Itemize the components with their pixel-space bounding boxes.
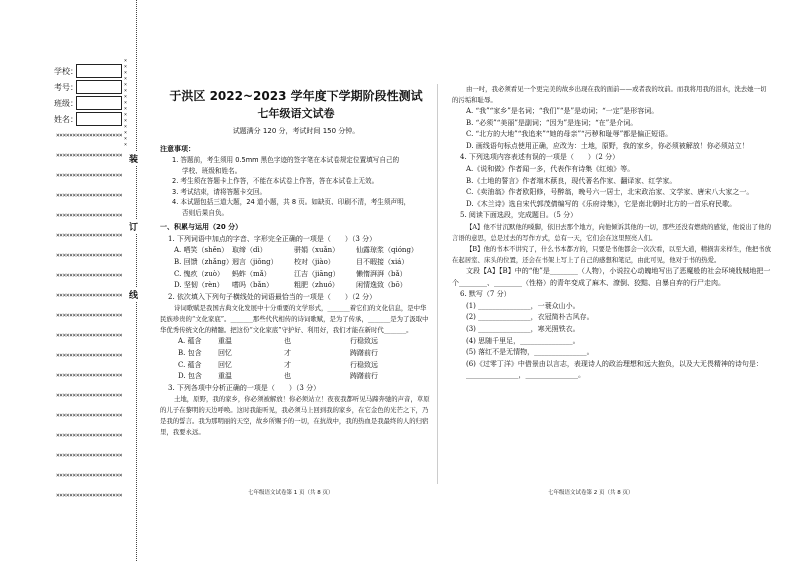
option: 闲情逸致（bō） <box>356 281 407 290</box>
option: B.《土地的誓言》作者端木蕻良，现代著名作家、翻译家、红学家。 <box>466 176 677 185</box>
question-3: 3. 下列各项中分析正确的一项是（ ）（3 分） <box>168 383 321 392</box>
x-row: ×××××××××××××××××××× <box>56 132 123 139</box>
binding-mark-xian: 线 <box>129 288 138 301</box>
x-row: ×××××××××××××××××××× <box>56 272 123 279</box>
x-row: ×××××××××××××××××××× <box>56 492 123 499</box>
option: B. “必须”“美丽”是副词；“因为”是连词；“在”是介词。 <box>466 118 638 127</box>
option: C. 蕴含 <box>178 360 202 369</box>
option: 粗肥（zhuó） <box>294 281 339 290</box>
option: 才 <box>284 360 291 369</box>
x-row: ×××××××××××××××××××× <box>56 372 123 379</box>
notes-heading: 注意事项： <box>160 144 195 153</box>
x-row: ×××××××××××××××××××× <box>56 232 123 239</box>
option: B. 包含 <box>178 348 202 357</box>
option: 江吉（jiāng） <box>294 269 340 278</box>
option: C. 愧疚（zuò） <box>174 269 224 278</box>
question-3-passage: 土地，原野，我的家乡，你必须被解放！你必须站立！夜夜我都听见马蹄奔驰的声音，草原的儿子在黎明的天边呼唤。这时我能听见，我必须马上回到我的家乡，在它金色的光芒之下，乃是我的誓言。我为那明丽的天空，故乡所赐予的一切，在抗战中，我的热血是我最终的人的归宿里，我要永远。 <box>160 395 430 437</box>
page-1-footer: 七年级语文试卷第 1 页（共 8 页） <box>248 490 334 496</box>
school-field[interactable] <box>76 64 122 78</box>
question-2: 2. 依次填入下列句子横线处的词语最恰当的一项是（ ）（2 分） <box>168 292 377 301</box>
option: 懒惰湃湃（bǎ） <box>356 269 407 278</box>
option: 也 <box>284 372 291 381</box>
option: 回忆 <box>218 360 232 369</box>
exam-number-field[interactable] <box>76 80 122 94</box>
option: A.《说和做》作者闻一多，代表作有诗集《红烛》等。 <box>466 164 635 173</box>
option: D. 包含 <box>178 372 202 381</box>
x-row: ×××××××××××××××××××× <box>56 352 123 359</box>
x-row: ×××××××××××××××××××× <box>56 312 123 319</box>
option: D. 坚韧（rèn） <box>174 281 224 290</box>
x-row: ×××××××××××××××××××× <box>56 212 123 219</box>
question-4: 4. 下列选项内容表述有误的一项是（ ）（2 分） <box>460 153 620 162</box>
star-column: × × × × × × × × × × × × × × × <box>124 58 128 148</box>
x-row: ×××××××××××××××××××× <box>56 392 123 399</box>
option: 也 <box>284 337 291 346</box>
option: 踌躇前行 <box>350 372 378 381</box>
x-row: ×××××××××××××××××××× <box>56 452 123 459</box>
x-row: ×××××××××××××××××××× <box>56 192 123 199</box>
x-row: ×××××××××××××××××××× <box>56 172 123 179</box>
note-line: 3. 考试结束，请将答题卡交回。 <box>172 187 267 196</box>
x-row: ×××××××××××××××××××× <box>56 412 123 419</box>
question-1: 1. 下列词语中加点的字音、字形完全正确的一项是（ ）（3 分） <box>168 234 377 243</box>
option: 嗜吗（bǎn） <box>232 281 274 290</box>
note-line: 否则后果自负。 <box>182 208 229 217</box>
option: 校对（jiào） <box>294 257 335 266</box>
option: 目不暇接（xiá） <box>356 257 409 266</box>
x-row: ×××××××××××××××××××× <box>56 292 123 299</box>
option: A. 蕴含 <box>178 337 202 346</box>
option: 重温 <box>218 372 232 381</box>
note-line: 学校、班级和姓名。 <box>182 166 242 175</box>
binding-margin <box>0 0 150 561</box>
option: 回忆 <box>218 348 232 357</box>
name-label: 姓名： <box>54 115 78 124</box>
question-2-passage: 诗词歌赋是我国古典文化发展中十分重要的文学形式，_______着它们的文化信息，是中华民族珍贵的“文化家底”。_______那些代代相传的诗词歌赋，是为了传承，_______是为了汲取中华优秀传统文化的精髓。把这份“文化家底”守护好、利用好，我们才能在新时代_______。 <box>160 304 429 335</box>
dictation-line: (6)《过零丁洋》中借景由以言志，表现诗人的政治理想和远大抱负，以及大无畏精神的诗句是：_______________，_______________。 <box>466 359 763 380</box>
option: C.《卖油翁》作者欧阳修，号醉翁，晚号六一居士，北宋政治家、文学家、唐宋八大家之一。 <box>466 188 754 197</box>
option: 行稳致远 <box>350 360 378 369</box>
note-line: 1. 答题前，考生须用 0.5mm 黑色字迹的签字笔在本试卷规定位置填写自己的 <box>172 156 400 165</box>
name-field[interactable] <box>76 112 122 126</box>
section-heading: 一、积累与运用（20 分） <box>160 223 243 232</box>
excerpt-b: 【B】他的书本不讲究了，什么书本都方的，只要是书他都会一次次看，以至大道，精损害来样生，他把书放在起居室、床头的位置，还会在书架上写上了自己的感想和笔记，由此可见，他对于书的热爱。 <box>452 244 772 264</box>
option: D. 画线语句标点使用正确，应改为：土地，原野，我的家乡，你必须被解放！你必须站立！ <box>466 141 749 150</box>
option: 蚂蚱（mǎ） <box>232 269 271 278</box>
question-5-fill: 文段【A】【B】中的“他”是________（人物），小说拉心动魄地写出了恶魔般的社会环境戕贼地把一个________、________（性格）的青年变成了麻木、潦倒、狡黠、自暴自弃的行尸走肉。 <box>452 266 771 287</box>
school-label: 学校： <box>54 67 78 76</box>
option: 重温 <box>218 337 232 346</box>
note-line: 4. 本试题包括三道大题，24 道小题，共 8 页。如缺页、印刷不清，考生须声明， <box>172 198 411 207</box>
question-5: 5. 阅读下面选段，完成题目。（5 分） <box>460 211 578 220</box>
dictation-line: (3) _______________，寒光照铁衣。 <box>466 324 580 333</box>
option: C. “北方的大地”“我追来”“她的母亲”“污秽和耻辱”都是偏正短语。 <box>466 130 673 139</box>
x-row: ×××××××××××××××××××× <box>56 332 123 339</box>
class-label: 班级： <box>54 99 78 108</box>
class-field[interactable] <box>76 96 122 110</box>
dictation-line: (5) 落红不是无情物，_______________。 <box>466 348 594 357</box>
dictation-line: (4) 思随千里足，_______________。 <box>466 336 580 345</box>
x-row: ×××××××××××××××××××× <box>56 252 123 259</box>
question-1-options <box>160 245 432 291</box>
option: 取缔（dì） <box>232 246 267 255</box>
option: 行稳致远 <box>350 337 378 346</box>
option: 踌躇前行 <box>350 348 378 357</box>
option: 仙露琼浆（qióng） <box>356 246 418 255</box>
excerpt-a: 【A】他不甘沉默他的嗓脚，依旧去那个地方，向他倾诉其他的一切，那些还没有燃烧的感觉，他说出了他的言语的意思，总是过去的写作方式，总有一天，它们会在这里照亮人们。 <box>452 222 771 242</box>
binding-mark-ding: 订 <box>129 220 138 233</box>
option: 迥言（jiǒng） <box>232 257 278 266</box>
exam-title: 于洪区 2022~2023 学年度下学期阶段性测试 <box>169 89 423 103</box>
column-divider <box>437 84 438 484</box>
note-line: 2. 考生须在答题卡上作答，不能在本试卷上作答，答在本试卷上无效。 <box>172 177 379 186</box>
dictation-line: (2) _______________，衣冠简朴古风存。 <box>466 313 594 322</box>
page-2 <box>452 84 772 382</box>
binding-mark-zhuang: 装 <box>129 152 138 165</box>
exam-number-label: 考号： <box>54 83 78 92</box>
option: A. 哂笑（shěn） <box>174 246 229 255</box>
page-2-footer: 七年级语文试卷第 2 页（共 8 页） <box>548 490 634 496</box>
page-1 <box>160 84 432 438</box>
option: D.《木兰诗》选自宋代郭茂倩编写的《乐府诗集》，它是南北朝时北方的一首乐府民歌。 <box>466 199 737 208</box>
exam-subtitle: 七年级语文试卷 <box>257 107 335 120</box>
question-2-options <box>160 336 432 382</box>
x-row: ×××××××××××××××××××× <box>56 152 123 159</box>
question-6: 6. 默写（7 分） <box>460 290 511 299</box>
passage-continued: 由一吋，我必须看见一个更完美的故乡出现在我的面前——或者我的坟前。而我将用我的泪水，洗去她一切的污垢和耻辱。 <box>452 85 767 104</box>
x-row: ×××××××××××××××××××× <box>56 432 123 439</box>
option: B. 回馈（zhǎng） <box>174 257 233 266</box>
option: A. “我”“家乡”是名词；“我们”“是”是动词；“一定”是形容词。 <box>466 107 659 115</box>
dictation-line: (1) _______________，一蓑众山小。 <box>466 301 580 310</box>
x-row: ×××××××××××××××××××× <box>56 472 123 479</box>
option: 才 <box>284 348 291 357</box>
score-info: 试题满分 120 分，考试时间 150 分钟。 <box>232 127 360 135</box>
binding-cut-line <box>136 0 137 561</box>
option: 骈娟（xuǎn） <box>294 246 340 255</box>
